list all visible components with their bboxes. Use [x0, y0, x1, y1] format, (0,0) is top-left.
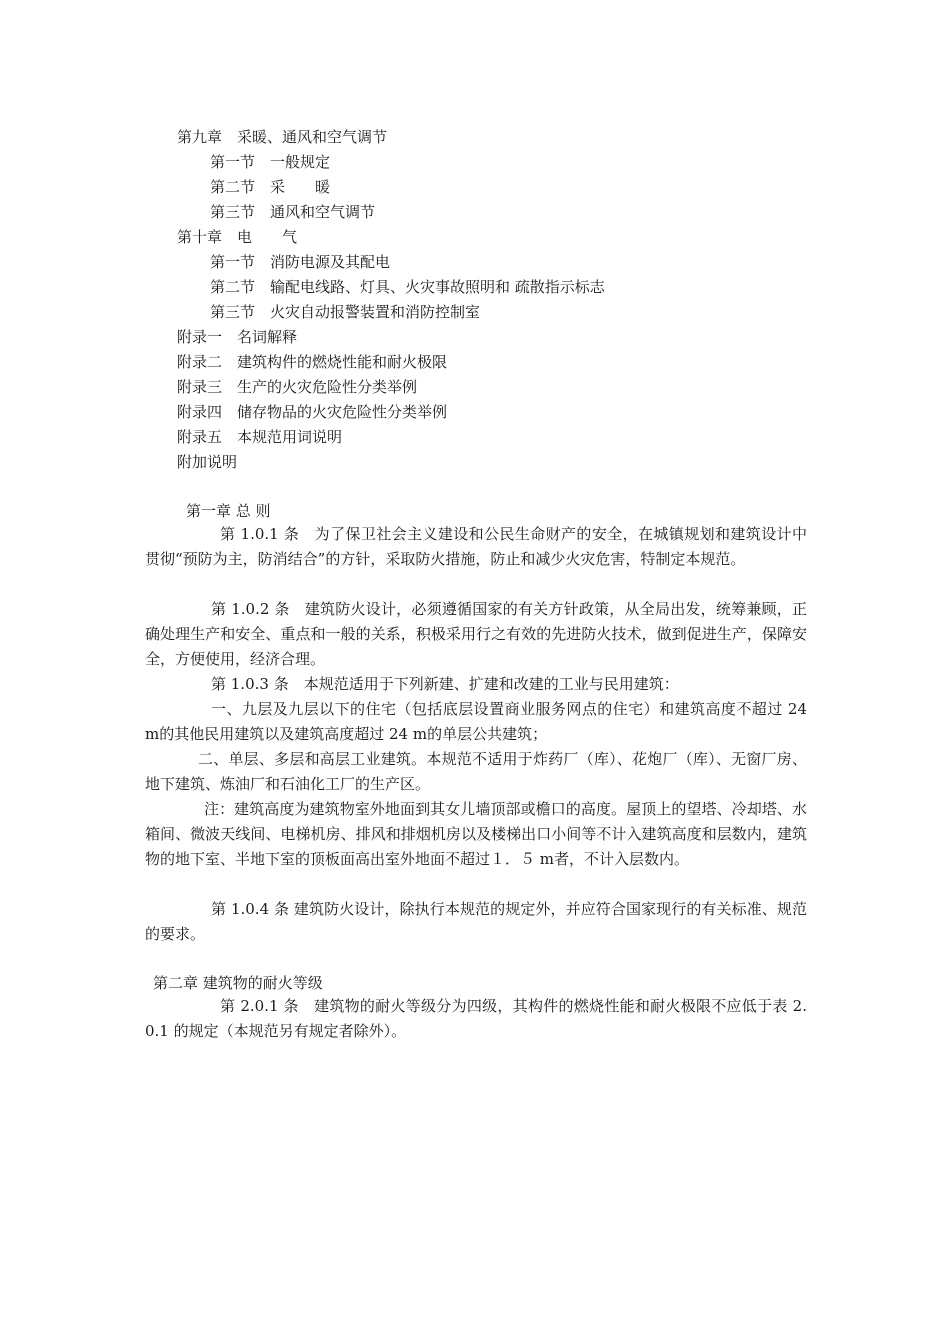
toc-section: 第三节 通风和空气调节: [210, 203, 376, 221]
list-item: 一、九层及九层以下的住宅（包括底层设置商业服务网点的住宅）和建筑高度不超过 24 m的其他民用建筑以及建筑高度超过 24 m的单层公共建筑；: [145, 700, 807, 743]
toc-section: 第二节 采 暖: [210, 178, 331, 196]
toc-section: 第一节 一般规定: [210, 153, 331, 171]
toc-additional-notes: 附加说明: [177, 453, 238, 471]
toc-section: 第三节 火灾自动报警装置和消防控制室: [210, 303, 481, 321]
clause-paragraph: 第 1.0.1 条 为了保卫社会主义建设和公民生命财产的安全，在城镇规划和建筑设计中贯彻“预防为主，防消结合”的方针，采取防火措施，防止和减少火灾危害，特制定本规范。: [145, 525, 807, 568]
toc-appendix: 附录三 生产的火灾危险性分类举例: [177, 378, 418, 396]
toc-appendix: 附录四 储存物品的火灾危险性分类举例: [177, 403, 448, 421]
chapter-heading: 第二章 建筑物的耐火等级: [153, 974, 323, 992]
toc-section: 第一节 消防电源及其配电: [210, 253, 391, 271]
clause-paragraph: 第 2.0.1 条 建筑物的耐火等级分为四级，其构件的燃烧性能和耐火极限不应低于表 2.0.1 的规定（本规范另有规定者除外）。: [145, 997, 807, 1040]
toc-appendix: 附录一 名词解释: [177, 328, 298, 346]
list-item: 二、单层、多层和高层工业建筑。本规范不适用于炸药厂（库）、花炮厂（库）、无窗厂房、地下建筑、炼油厂和石油化工厂的生产区。: [145, 750, 807, 793]
toc-appendix: 附录二 建筑构件的燃烧性能和耐火极限: [177, 353, 448, 371]
clause-paragraph: 第 1.0.4 条 建筑防火设计，除执行本规范的规定外，并应符合国家现行的有关标准、规范的要求。: [145, 900, 807, 943]
clause-paragraph: 第 1.0.3 条 本规范适用于下列新建、扩建和改建的工业与民用建筑：: [211, 675, 679, 693]
toc-appendix: 附录五 本规范用词说明: [177, 428, 343, 446]
chapter-heading: 第一章 总 则: [186, 502, 271, 520]
toc-chapter-10: 第十章 电 气: [177, 228, 298, 246]
clause-paragraph: 第 1.0.2 条 建筑防火设计，必须遵循国家的有关方针政策，从全局出发，统筹兼顾，正确处理生产和安全、重点和一般的关系，积极采用行之有效的先进防火技术，做到促进生产，保障安全，方便使用，经济合理。: [145, 600, 807, 668]
toc-section: 第二节 输配电线路、灯具、火灾事故照明和 疏散指示标志: [210, 278, 605, 296]
note-paragraph: 注：建筑高度为建筑物室外地面到其女儿墙顶部或檐口的高度。屋顶上的望塔、冷却塔、水箱间、微波天线间、电梯机房、排风和排烟机房以及楼梯出口小间等不计入建筑高度和层数内，建筑物的地下室、半地下室的顶板面高出室外地面不超过１．５ m者，不计入层数内。: [145, 800, 807, 868]
toc-chapter-9: 第九章 采暖、通风和空气调节: [177, 128, 388, 146]
